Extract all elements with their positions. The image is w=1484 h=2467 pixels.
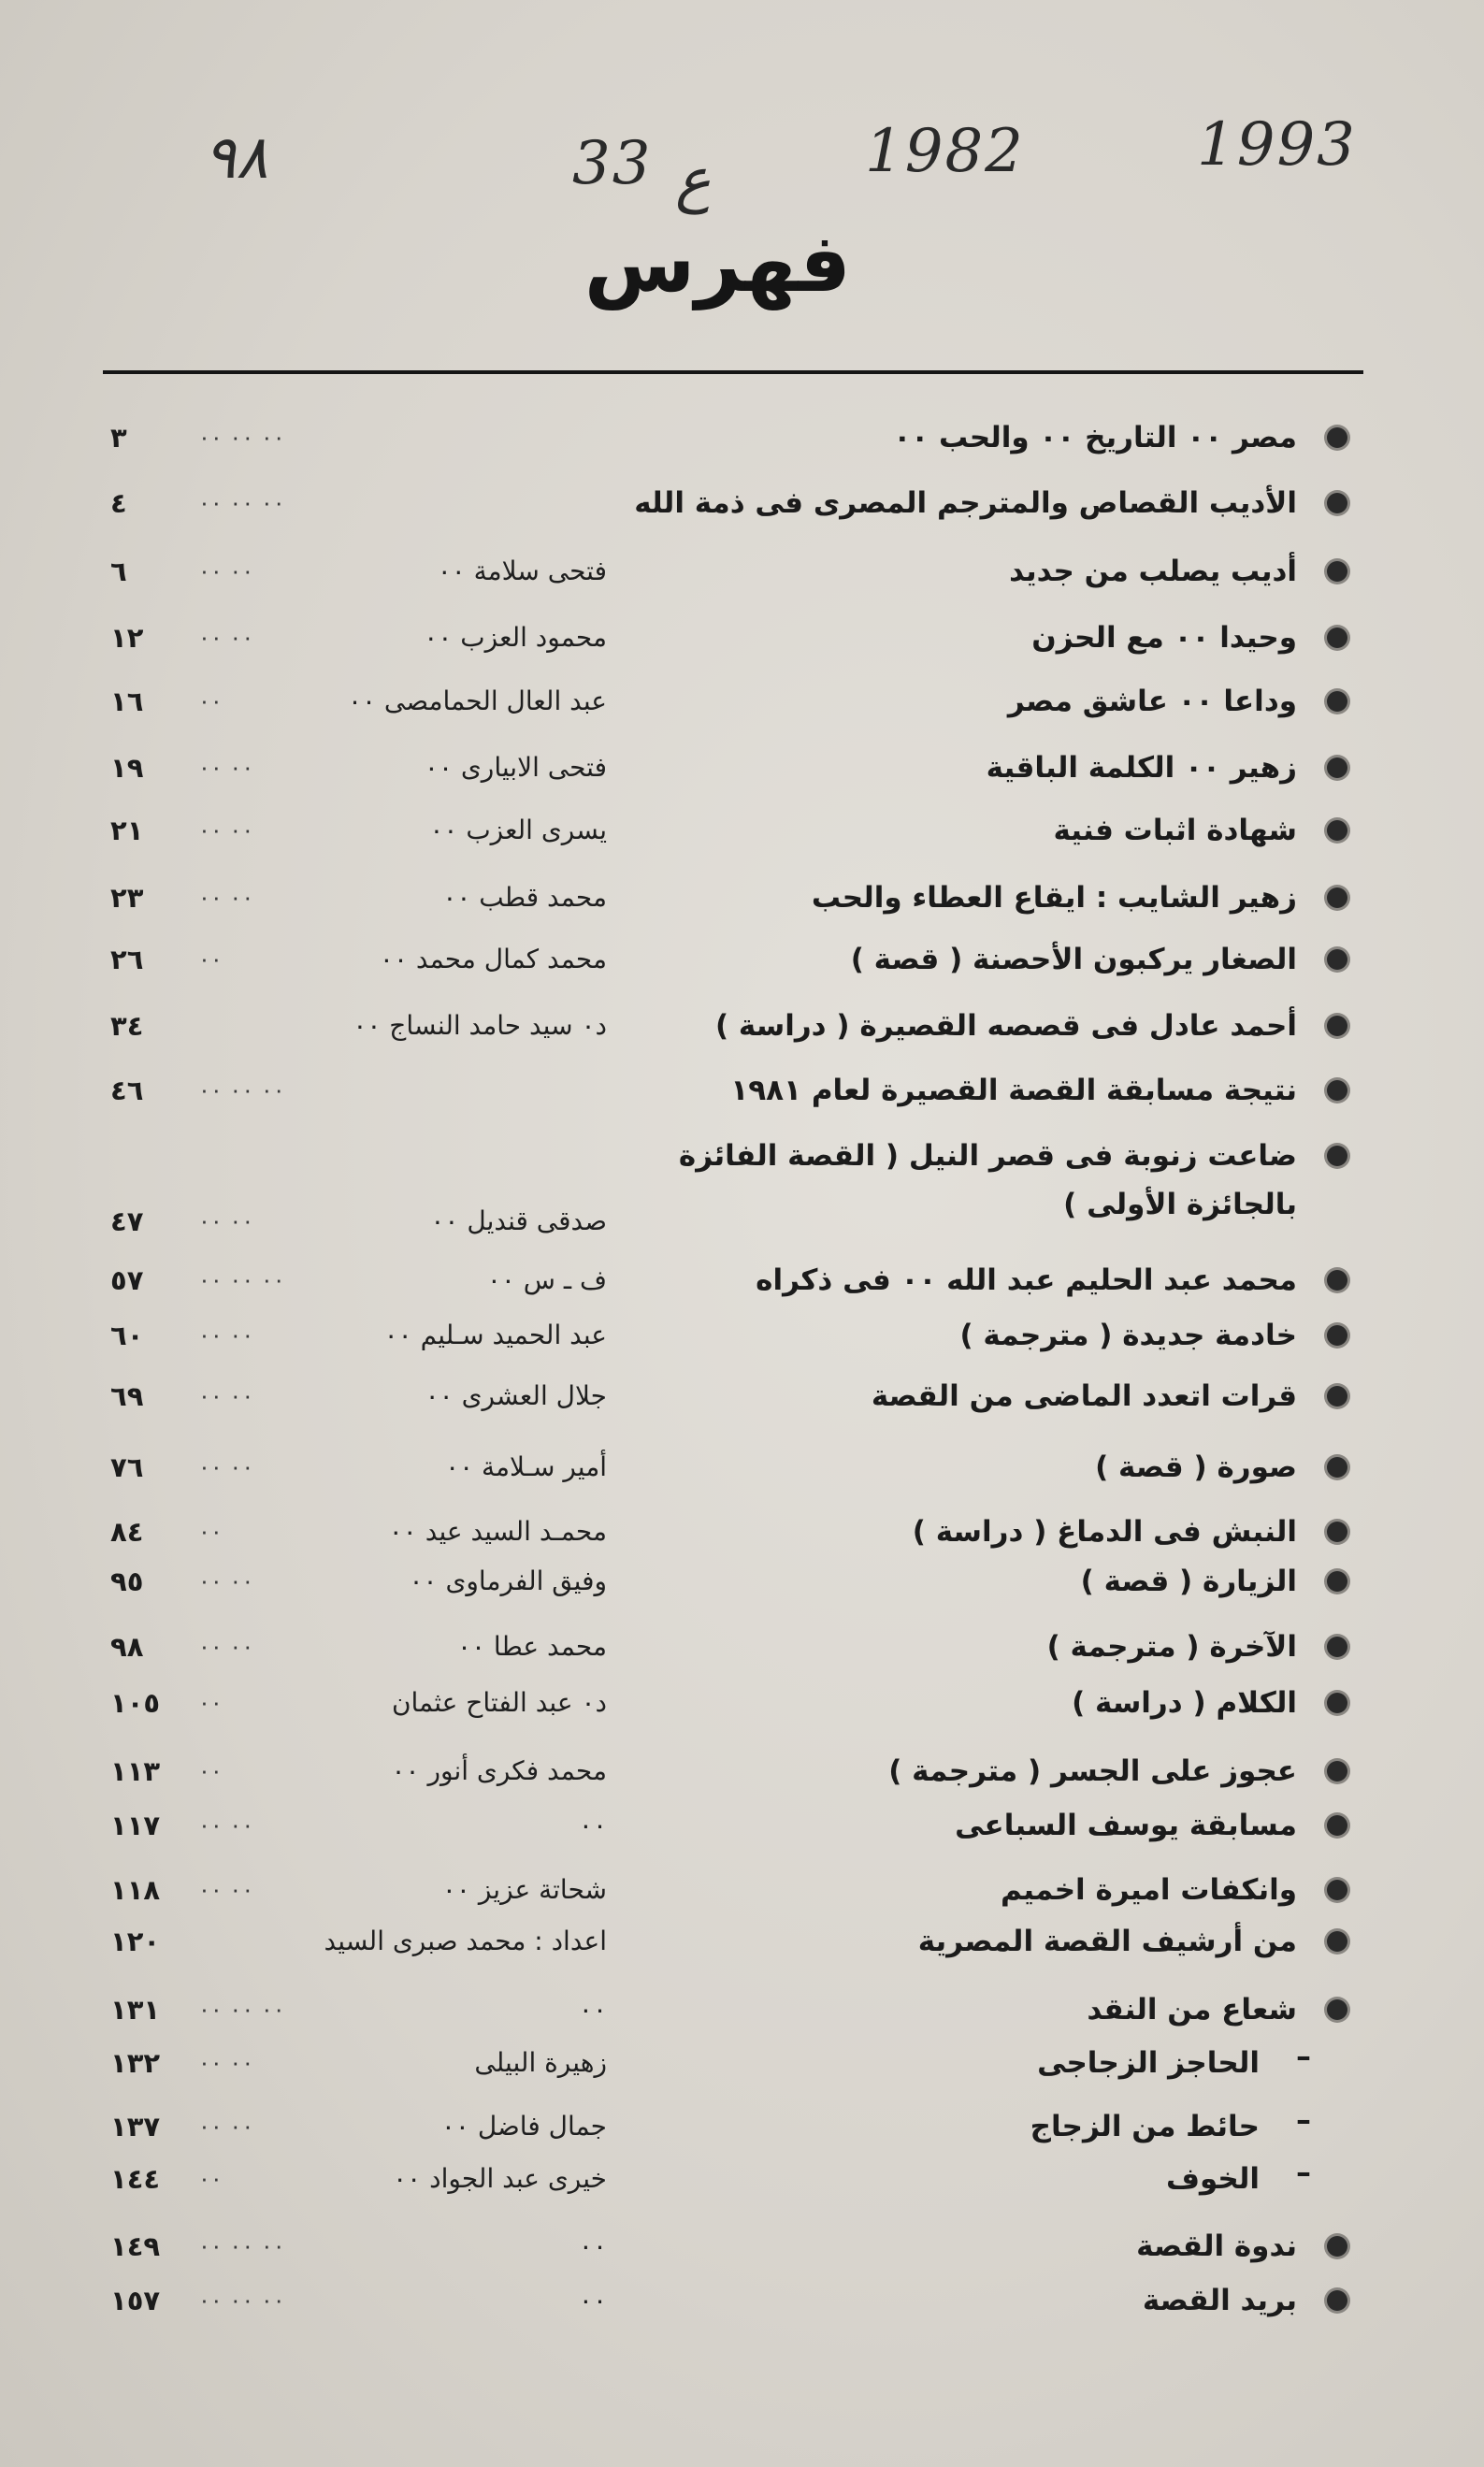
entry-leader-dots: ٠٠ ٠٠ (198, 817, 254, 844)
entry-author: وفيق الفرماوى ٠٠ (409, 1565, 607, 1596)
entry-title: قرات اتعدد الماضى من القصة (871, 1379, 1297, 1413)
entry-leader-dots: ٠٠ ٠٠ ٠٠ (198, 2287, 285, 2314)
entry-title: وحيدا ٠٠ مع الحزن (1031, 621, 1297, 655)
entry-author: اعداد : محمد صبرى السيد (324, 1926, 607, 1956)
entry-author: يسرى العزب ٠٠ (429, 815, 607, 845)
entry-leader-dots: ٠٠ ٠٠ (198, 755, 254, 781)
entry-leader-dots: ٠٠ (198, 688, 223, 714)
dash-icon: – (1296, 2102, 1311, 2138)
entry-author: صدقى قنديل ٠٠ (430, 1205, 607, 1236)
entry-leader-dots: ٠٠ ٠٠ (198, 1634, 254, 1660)
entry-page-number: ٤٦ (110, 1075, 144, 1106)
entry-title: الكلام ( دراسة ) (1072, 1686, 1297, 1720)
entry-author: جلال العشرى ٠٠ (425, 1380, 607, 1411)
entry-title: ندوة القصة (1136, 2229, 1297, 2263)
entry-author: ف ـ س ٠٠ (486, 1264, 607, 1295)
bullet-icon (1327, 2290, 1347, 2311)
bullet-icon (1327, 949, 1347, 970)
entry-page-number: ٤٧ (110, 1205, 144, 1237)
entry-leader-dots: ٠٠ ٠٠ ٠٠ (198, 1267, 285, 1293)
bullet-icon (1327, 1080, 1347, 1101)
entry-author: ٠٠ (578, 1994, 607, 2025)
entry-title: عجوز على الجسر ( مترجمة ) (888, 1754, 1297, 1788)
entry-author: د٠ سيد حامد النساج ٠٠ (353, 1010, 607, 1041)
entry-title: محمد عبد الحليم عبد الله ٠٠ فى ذكراه (756, 1263, 1297, 1297)
entry-leader-dots: ٠٠ (198, 946, 223, 973)
entry-title: مصر ٠٠ التاريخ ٠٠ والحب ٠٠ (893, 421, 1297, 454)
entry-title: زهير ٠٠ الكلمة الباقية (986, 751, 1297, 785)
entry-page-number: ١١٣ (110, 1755, 161, 1787)
entry-title: الأديب القصاص والمترجم المصرى فى ذمة الله (634, 486, 1297, 520)
entry-author: د٠ عبد الفتاح عثمان (391, 1687, 607, 1718)
entry-author: ٠٠ (578, 2230, 607, 2261)
entry-author: جمال فاضل ٠٠ (440, 2111, 607, 2142)
entry-leader-dots: ٠٠ ٠٠ ٠٠ (198, 1077, 285, 1104)
entry-title: مسابقة يوسف السباعى (955, 1809, 1297, 1842)
entry-page-number: ١٤٩ (110, 2230, 161, 2262)
entry-author: محمد فكرى أنور ٠٠ (391, 1755, 607, 1786)
entry-title: أحمد عادل فى قصصه القصيرة ( دراسة ) (714, 1009, 1297, 1043)
bullet-icon (1327, 1016, 1347, 1036)
entry-title: أديب يصلب من جديد (1009, 555, 1297, 588)
entry-page-number: ٥٧ (110, 1264, 144, 1296)
entry-page-number: ٣٤ (110, 1010, 144, 1042)
entry-page-number: ١٤٤ (110, 2163, 161, 2195)
entry-author: شحاتة عزيز ٠٠ (441, 1874, 607, 1905)
entry-author: ٠٠ (578, 1810, 607, 1840)
entry-title: وداعا ٠٠ عاشق مصر (1007, 685, 1297, 718)
entry-page-number: ١٢ (110, 622, 144, 654)
entry-page-number: ١٦ (110, 685, 144, 717)
bullet-icon (1327, 561, 1347, 582)
entry-leader-dots: ٠٠ (198, 1519, 223, 1545)
entry-author: زهيرة البيلى (474, 2047, 607, 2078)
entry-leader-dots: ٠٠ ٠٠ (198, 1877, 254, 1903)
bullet-icon (1327, 1880, 1347, 1900)
entry-page-number: ١٠٥ (110, 1687, 161, 1719)
entry-page-number: ٨٤ (110, 1516, 144, 1548)
entry-page-number: ٩٨ (110, 1631, 144, 1663)
entry-title: صورة ( قصة ) (1095, 1450, 1297, 1484)
bullet-icon (1327, 2236, 1347, 2257)
entry-title: زهير الشايب : ايقاع العطاء والحب (811, 881, 1297, 915)
entry-title: النبش فى الدماغ ( دراسة ) (912, 1515, 1297, 1549)
entry-author: عبد الحميد سـليم ٠٠ (383, 1320, 607, 1350)
bullet-icon (1327, 887, 1347, 908)
entry-title: بريد القصة (1142, 2284, 1297, 2317)
bullet-icon (1327, 628, 1347, 648)
bullet-icon (1327, 1386, 1347, 1407)
entry-author: محمد عطا ٠٠ (456, 1631, 607, 1662)
entry-title: وانكفات اميرة اخميم (1000, 1873, 1297, 1907)
entry-title: شعاع من النقد (1087, 1993, 1297, 2027)
bullet-icon (1327, 1325, 1347, 1346)
entry-title: من أرشيف القصة المصرية (917, 1925, 1297, 1958)
entry-title: الحاجز الزجاجى (1037, 2046, 1260, 2080)
entry-page-number: ٢١ (110, 815, 144, 846)
bullet-icon (1327, 1999, 1347, 2020)
bullet-icon (1327, 1761, 1347, 1782)
entry-page-number: ٢٦ (110, 944, 144, 975)
bullet-icon (1327, 820, 1347, 841)
bullet-icon (1327, 1693, 1347, 1713)
entry-author: محمـد السيد عيد ٠٠ (388, 1516, 607, 1547)
entry-page-number: ٦٩ (110, 1380, 144, 1412)
entry-author: خيرى عبد الجواد ٠٠ (393, 2163, 607, 2194)
entry-leader-dots: ٠٠ ٠٠ (198, 2050, 254, 2076)
entry-title: الخوف (1165, 2162, 1260, 2196)
bullet-icon (1327, 757, 1347, 778)
entry-leader-dots: ٠٠ ٠٠ (198, 2114, 254, 2140)
bullet-icon (1327, 1931, 1347, 1952)
bullet-icon (1327, 427, 1347, 448)
dash-icon: – (1296, 2155, 1311, 2190)
bullet-icon (1327, 1522, 1347, 1542)
handwritten-year-2: 1993 (1197, 110, 1357, 180)
entry-page-number: ١٢٠ (110, 1926, 161, 1957)
entry-author: محمد قطب ٠٠ (442, 882, 607, 913)
entry-page-number: ٣ (110, 422, 127, 454)
entry-page-number: ١٣١ (110, 1994, 161, 2026)
bullet-icon (1327, 493, 1347, 513)
entry-author: فتحى الابيارى ٠٠ (424, 752, 607, 783)
entry-title: الزيارة ( قصة ) (1080, 1565, 1297, 1598)
page-title: فهرس (584, 217, 851, 310)
entry-leader-dots: ٠٠ ٠٠ (198, 558, 254, 584)
handwritten-issue-letter: ع (675, 146, 712, 215)
entry-leader-dots: ٠٠ (198, 1690, 223, 1716)
bullet-icon (1327, 1146, 1347, 1166)
handwritten-year-1: 1982 (865, 117, 1025, 186)
bullet-icon (1327, 1637, 1347, 1657)
entry-page-number: ٧٦ (110, 1451, 144, 1483)
entry-page-number: ٩٥ (110, 1565, 144, 1597)
entry-page-number: ٦٠ (110, 1320, 144, 1351)
entry-page-number: ١٣٢ (110, 2047, 161, 2079)
entry-title: نتيجة مسابقة القصة القصيرة لعام ١٩٨١ (730, 1074, 1297, 1107)
entry-author: فتحى سلامة ٠٠ (437, 555, 607, 586)
entry-author: محمود العزب ٠٠ (424, 622, 607, 653)
entry-page-number: ١٣٧ (110, 2111, 161, 2142)
entry-leader-dots: ٠٠ ٠٠ (198, 1568, 254, 1594)
entry-leader-dots: ٠٠ ٠٠ ٠٠ (198, 2233, 285, 2259)
bullet-icon (1327, 691, 1347, 712)
dash-icon: – (1296, 2039, 1311, 2074)
entry-leader-dots: ٠٠ ٠٠ ٠٠ (198, 490, 285, 516)
entry-page-number: ٦ (110, 555, 127, 587)
entry-leader-dots: ٠٠ ٠٠ (198, 1208, 254, 1234)
entry-title: ضاعت زنوبة فى قصر النيل ( القصة الفائزة بالجائزة الأولى ) (678, 1139, 1297, 1221)
entry-title: حائط من الزجاج (1030, 2110, 1260, 2143)
handwritten-mark: ٩٨ (204, 123, 268, 193)
entry-page-number: ١١٧ (110, 1810, 161, 1841)
handwritten-issue-number: 33 (572, 129, 653, 198)
bullet-icon (1327, 1457, 1347, 1478)
entry-leader-dots: ٠٠ ٠٠ (198, 1383, 254, 1409)
entry-leader-dots: ٠٠ ٠٠ (198, 1454, 254, 1480)
entry-author: عبد العال الحمامصى ٠٠ (347, 685, 607, 716)
entry-leader-dots: ٠٠ (198, 2166, 223, 2192)
entry-leader-dots: ٠٠ (198, 1758, 223, 1784)
entry-leader-dots: ٠٠ ٠٠ (198, 885, 254, 911)
entry-author: أمير سـلامة ٠٠ (445, 1451, 607, 1482)
bullet-icon (1327, 1270, 1347, 1291)
entry-page-number: ١٩ (110, 752, 144, 784)
bullet-icon (1327, 1815, 1347, 1836)
entry-title: الآخرة ( مترجمة ) (1046, 1630, 1297, 1664)
entry-leader-dots: ٠٠ ٠٠ (198, 625, 254, 651)
entry-author: ٠٠ (578, 2285, 607, 2316)
entry-page-number: ١١٨ (110, 1874, 161, 1906)
entry-title: خادمة جديدة ( مترجمة ) (959, 1319, 1297, 1352)
entry-leader-dots: ٠٠ ٠٠ ٠٠ (198, 425, 285, 451)
bullet-icon (1327, 1571, 1347, 1592)
entry-leader-dots: ٠٠ ٠٠ (198, 1322, 254, 1349)
entry-page-number: ٢٣ (110, 882, 144, 914)
entry-leader-dots: ٠٠ ٠٠ ٠٠ (198, 1997, 285, 2023)
entry-page-number: ٤ (110, 487, 127, 519)
entry-title: شهادة اثبات فنية (1053, 814, 1297, 847)
entry-leader-dots: ٠٠ ٠٠ (198, 1812, 254, 1839)
entry-title: الصغار يركبون الأحصنة ( قصة ) (850, 943, 1297, 976)
entry-author: محمد كمال محمد ٠٠ (379, 944, 607, 974)
entry-page-number: ١٥٧ (110, 2285, 161, 2316)
